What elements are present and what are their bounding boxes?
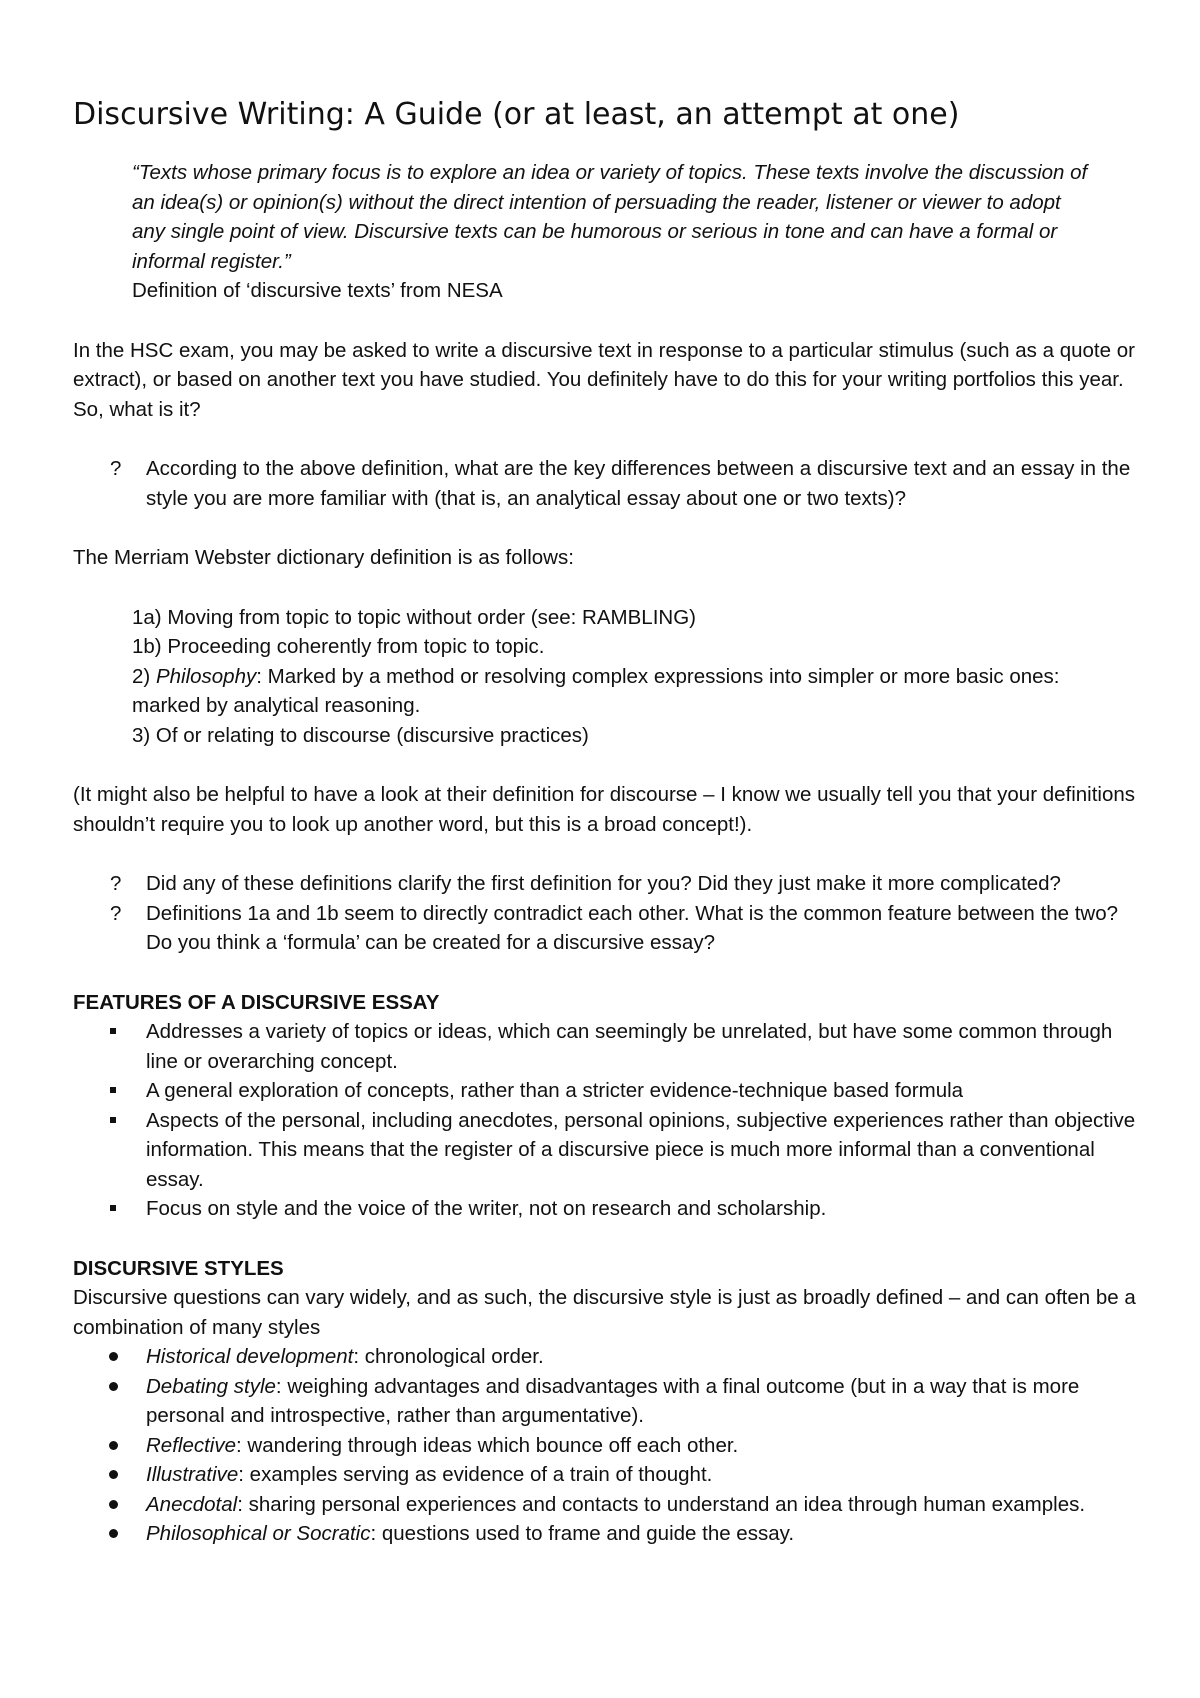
square-bullet-icon: [110, 1028, 116, 1034]
style-term: Anecdotal: [146, 1492, 238, 1516]
feature-item: [73, 1076, 1138, 1106]
round-bullet-icon: [109, 1382, 118, 1391]
style-term: Philosophical or Socratic: [146, 1522, 371, 1545]
definition-domain: Philosophy: [155, 664, 257, 688]
style-item: [73, 1490, 1138, 1520]
round-bullet-icon: [109, 1470, 118, 1479]
style-desc: : questions used to frame and guide the essay.: [370, 1522, 795, 1545]
round-bullet-icon: [109, 1500, 118, 1509]
style-desc: : wandering through ideas which bounce off each other.: [236, 1433, 739, 1457]
definition-item-3: 3) Of or relating to discourse (discursive practices): [132, 723, 589, 747]
feature-item: [73, 1017, 1138, 1076]
question-list-2: [73, 869, 1138, 958]
style-item: [73, 1460, 1138, 1490]
style-desc: : weighing advantages and disadvantages with a final outcome (but in a way that is more personal and introspective, rather than argumentative).: [146, 1374, 1080, 1427]
style-item: [73, 1372, 1138, 1431]
feature-text: Focus on style and the voice of the writer, not on research and scholarship.: [146, 1197, 827, 1220]
definition-item-1a: 1a) Moving from topic to topic without order (see: RAMBLING): [132, 605, 696, 629]
merriam-definition-list: [73, 603, 1072, 751]
round-bullet-icon: [109, 1441, 118, 1450]
round-bullet-icon: [109, 1352, 118, 1361]
style-desc: : chronological order.: [353, 1345, 544, 1368]
style-term: Debating style: [146, 1374, 276, 1398]
question-marker: ?: [110, 457, 122, 480]
question-list-1: [73, 454, 1138, 513]
definition-number: 2): [132, 664, 156, 688]
features-list: [73, 1017, 1138, 1224]
definition-text: : Marked by a method or resolving complex expressions into simpler or more basic ones: marked by analytical reasoning.: [132, 664, 1060, 717]
question-text: According to the above definition, what are the key differences between a discursive text and an essay in the style you are more familiar with (that is, an analytical essay about one or two texts)?: [146, 457, 1131, 510]
style-item: [73, 1519, 1138, 1549]
feature-text: A general exploration of concepts, rather than a stricter evidence-technique based formula: [146, 1079, 964, 1102]
question-text: Definitions 1a and 1b seem to directly contradict each other. What is the common feature between the two? Do you think a ‘formula’ can be created for a discursive essay?: [146, 901, 1119, 954]
merriam-intro: The Merriam Webster dictionary definition is as follows:: [73, 546, 574, 569]
styles-heading: DISCURSIVE STYLES: [73, 1256, 284, 1280]
style-item: [73, 1342, 1138, 1372]
feature-text: Addresses a variety of topics or ideas, which can seemingly be unrelated, but have some common through line or overarching concept.: [146, 1020, 1113, 1073]
question-marker: ?: [110, 901, 122, 925]
discourse-note: (It might also be helpful to have a look at their definition for discourse – I know we usually tell you that your definitions shouldn’t require you to look up another word, but this is a broad concept!).: [73, 783, 1136, 836]
square-bullet-icon: [110, 1087, 116, 1093]
style-desc: : examples serving as evidence of a train of thought.: [238, 1463, 713, 1486]
question-marker: ?: [110, 872, 122, 895]
square-bullet-icon: [110, 1117, 116, 1123]
feature-text: Aspects of the personal, including anecdotes, personal opinions, subjective experiences rather than objective information. This means that the register of a discursive piece is much more informal than a conventional essay.: [146, 1108, 1136, 1191]
question-item: [73, 899, 1138, 958]
style-item: [73, 1431, 1138, 1461]
question-text: Did any of these definitions clarify the first definition for you? Did they just make it more complicated?: [146, 872, 1061, 895]
question-item: [73, 869, 1138, 899]
definition-item-1b: 1b) Proceeding coherently from topic to topic.: [132, 635, 545, 658]
square-bullet-icon: [110, 1205, 116, 1211]
nesa-definition-block: [132, 158, 1092, 306]
document-title: Discursive Writing: A Guide (or at least, an attempt at one): [73, 97, 960, 132]
styles-list: [73, 1342, 1138, 1549]
styles-intro: Discursive questions can vary widely, and as such, the discursive style is just as broadly defined – and can often be a combination of many styles: [73, 1286, 1136, 1339]
round-bullet-icon: [109, 1529, 118, 1538]
feature-item: [73, 1106, 1138, 1195]
style-term: Illustrative: [146, 1463, 239, 1486]
definition-item-2: [132, 662, 1072, 721]
nesa-definition-source: Definition of ‘discursive texts’ from NESA: [132, 279, 503, 302]
style-desc: : sharing personal experiences and contacts to understand an idea through human examples.: [237, 1492, 1086, 1516]
document-content: [73, 95, 1138, 1549]
nesa-definition-quote: “Texts whose primary focus is to explore an idea or variety of topics. These texts involve the discussion of an idea(s) or opinion(s) without the direct intention of persuading the reader, listener or viewer to adopt any single point of view. Discursive texts can be humorous or serious in tone and can have a formal or informal register.”: [132, 161, 1088, 273]
question-item: [73, 454, 1138, 513]
intro-paragraph: In the HSC exam, you may be asked to write a discursive text in response to a particular stimulus (such as a quote or extract), or based on another text you have studied. You definitely have to do this for your writing portfolios this year. So, what is it?: [73, 338, 1135, 421]
features-heading: FEATURES OF A DISCURSIVE ESSAY: [73, 990, 440, 1014]
style-term: Historical development: [146, 1345, 354, 1368]
feature-item: [73, 1194, 1138, 1224]
style-term: Reflective: [146, 1433, 237, 1457]
